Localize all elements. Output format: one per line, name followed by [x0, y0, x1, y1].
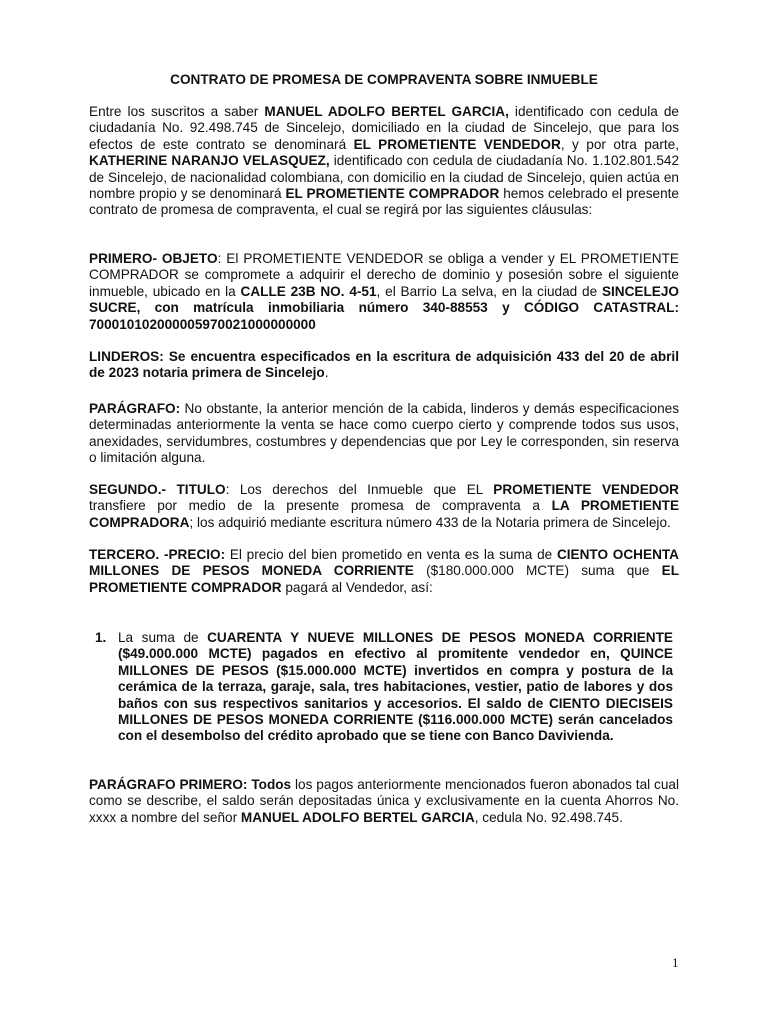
clause-segundo-text-3: ; los adquirió mediante escritura número 433 de la Notaria primera de Sincelejo. — [189, 514, 671, 530]
clause-segundo-label: SEGUNDO.- TITULO — [89, 482, 226, 497]
document-title: CONTRATO DE PROMESA DE COMPRAVENTA SOBRE INMUEBLE — [170, 72, 598, 87]
clause-paragrafo-primero — [89, 777, 679, 826]
list-item-number: 1. — [95, 630, 107, 645]
intro-text-1: Entre los suscritos a saber — [89, 104, 265, 119]
vendor-role: EL PROMETIENTE VENDEDOR — [353, 136, 561, 152]
list-item-bold-text: CUARENTA Y NUEVE MILLONES DE PESOS MONEDA CORRIENTE ($49.000.000 MCTE) pagados en efectivo al promitente vendedor en, QUINCE MILLONES DE PESOS ($15.000.000 MCTE) invertidos en compra y postura de la cerámica de la terraza, garaje, sala, tres habitaciones, vestier, patio de labores y dos baños con sus respectivos sanitarios y accesorios. El saldo de CIENTO DIECISEIS MILLONES DE PESOS MONEDA CORRIENTE ($116.000.000 MCTE) serán cancelados con el desembolso del crédito aprobado que se tiene con Banco Davivienda. — [118, 630, 673, 744]
clause-paragrafo-primero-label: PARÁGRAFO PRIMERO: Todos — [89, 777, 292, 792]
clause-tercero — [89, 547, 679, 596]
clause-primero — [89, 251, 679, 333]
clause-linderos-end: . — [324, 365, 329, 381]
page-number: 1 — [672, 955, 679, 970]
vendor-name: MANUEL ADOLFO BERTEL GARCIA, — [264, 104, 509, 119]
clause-primero-text-1: : El PROMETIENTE VENDEDOR se obliga a vender y EL PROMETIENTE COMPRADOR se compromete a adquirir el derecho de dominio y posesión sobre el siguiente inmueble, ubicado en la — [89, 251, 679, 299]
intro-text-5: hemos celebrado el presente contrato de promesa de compraventa, el cual se regirá por las siguientes cláusulas: — [89, 186, 679, 218]
clause-linderos-text: LINDEROS: Se encuentra especificados en la escritura de adquisición 433 del 20 de abril de 2023 notaria primera de Sincelejo — [89, 349, 679, 381]
clause-primero-label: PRIMERO- OBJETO — [89, 251, 218, 266]
clause-paragrafo-primero-text-2: , cedula No. 92.498.745. — [474, 809, 623, 825]
clause-segundo-text-2: transfiere por medio de la presente promesa de compraventa a — [89, 498, 552, 514]
clause-segundo-vendor: PROMETIENTE VENDEDOR — [493, 482, 679, 497]
price-amount: CIENTO OCHENTA MILLONES DE PESOS MONEDA CORRIENTE — [89, 547, 679, 579]
property-registration: SINCELEJO SUCRE, con matrícula inmobiliaria número 340-88553 y CÓDIGO CATASTRAL: 700010102000005970021000000000 — [89, 283, 680, 332]
intro-text-2: identificado con cedula de ciudadanía No. 92.498.745 de Sincelejo, domiciliado en la ciudad de Sincelejo, que para los efectos de este contrato se denominará — [89, 104, 679, 152]
clause-paragrafo-label: PARÁGRAFO: — [89, 401, 181, 416]
intro-paragraph — [89, 104, 679, 219]
clause-tercero-text-1: El precio del bien prometido en venta es la suma de — [225, 547, 557, 562]
clause-paragrafo-primero-vendor: MANUEL ADOLFO BERTEL GARCIA — [240, 809, 475, 825]
clause-linderos — [89, 349, 679, 382]
clause-segundo-text-1: : Los derechos del Inmueble que EL — [225, 482, 494, 497]
clause-primero-text-2: , el Barrio La selva, en la ciudad de — [376, 283, 602, 299]
list-item-text: La suma de — [118, 630, 208, 645]
buyer-role: EL PROMETIENTE COMPRADOR — [285, 186, 500, 202]
clause-tercero-buyer: EL PROMETIENTE COMPRADOR — [89, 563, 680, 595]
intro-text-4: identificado con cedula de ciudadanía No. 1.102.801.542 de Sincelejo, de nacionalidad colombiana, con domicilio en la ciudad de Sincelejo, quien actúa en nombre propio y se denominará — [89, 153, 680, 202]
clause-segundo — [89, 482, 679, 531]
clause-paragrafo — [89, 401, 679, 467]
clause-paragrafo-text: No obstante, la anterior mención de la cabida, linderos y demás especificaciones determinadas anteriormente la venta se hace como cuerpo cierto y comprende todos sus usos, anexidades, servidumbres, costumbres y dependencias que por Ley le corresponden, sin reserva o limitación alguna. — [89, 401, 679, 466]
clause-segundo-buyer: LA PROMETIENTE COMPRADORA — [89, 498, 680, 530]
property-address: CALLE 23B NO. 4-51 — [240, 283, 377, 299]
clause-tercero-text-3: pagará al Vendedor, así: — [281, 579, 433, 595]
clause-tercero-label: TERCERO. -PRECIO: — [89, 547, 226, 562]
list-item-body — [118, 630, 673, 745]
intro-text-3: , y por otra parte, — [560, 136, 680, 152]
clause-tercero-text-2: ($180.000.000 MCTE) suma que — [413, 563, 662, 579]
buyer-name: KATHERINE NARANJO VELASQUEZ, — [89, 153, 330, 169]
clause-paragrafo-primero-text-1: los pagos anteriormente mencionados fueron abonados tal cual como se describe, el saldo serán depositadas única y exclusivamente en la cuenta Ahorros No. xxxx a nombre del señor — [89, 777, 679, 825]
